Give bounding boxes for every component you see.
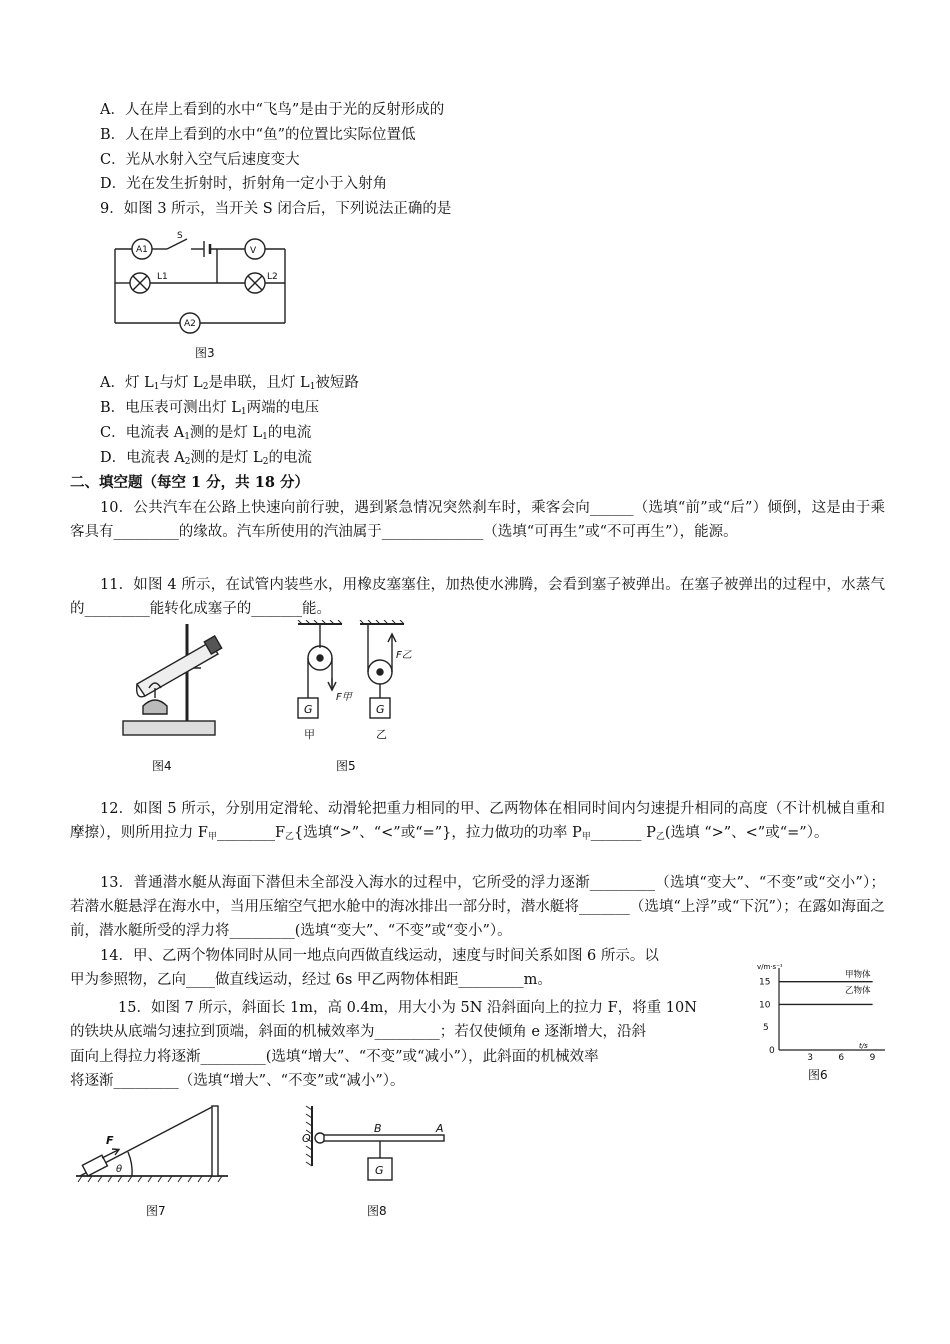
x-tick-3: 3 [807,1053,813,1062]
figure-7-incline [72,1102,232,1198]
fig5-weight-right: G [376,703,385,716]
figure-8-caption: 图8 [367,1204,387,1218]
q13-text: 13．普通潜水艇从海面下潜但未全部没入海水的过程中，它所受的浮力逐渐_________（选填“变大”、“不变”或“交小”）；若潜水艇悬浮在海水中，当用压缩空气把水舱中的海冰排出一部分时，潜水艇将_______（选填“上浮”或“下沉”）；在露如海面之前，潜水艇所受的浮力将_________(选填“变大”、“不变”或“变小”）。 [70,875,885,939]
q12-text: 12．如图 5 所示，分别用定滑轮、动滑轮把重力相同的甲、乙两物体在相同时间内匀速提升相同的高度（不计机械自重和摩擦），则所用拉力 $F_甲\_\_\_\_\_\_\_\_F_乙${选填“>”、“<”或“=”}，拉力做功的功率 $P_甲\_\_\_\_\_\_\_$ $P_乙$(选填 “>”、<”或“=”）。 [70,801,885,842]
q9-option-c: C．电流表 $A_1$测的是灯 $L_1$的电流 [100,425,312,442]
figure-5-caption: 图5 [336,759,356,773]
x-tick-6: 6 [838,1053,845,1062]
q15-line-2: 的铁块从底端匀速拉到顶端，斜面的机械效率为_________；若仅使倾角 e 逐渐增大，沿斜 [70,1024,647,1040]
y-tick-0: 0 [769,1046,775,1056]
figure-5-pulleys [290,620,420,746]
fig5-force-jia: F甲 [336,692,352,703]
lamp-l1-label: L1 [157,272,168,282]
figure-7-caption: 图7 [146,1204,166,1218]
q11-text: 11．如图 4 所示，在试管内装些水，用橡皮塞塞住，加热使水沸腾，会看到塞子被弹出。在塞子被弹出的过程中，水蒸气的_________能转化成塞子的_______能。 [70,577,885,617]
voltmeter-label: V [250,246,257,256]
ammeter-a2-label: A2 [184,319,196,329]
q10-text: 10．公共汽车在公路上快速向前行驶，遇到紧急情况突然刹车时，乘客会向______（选填“前”或“后”）倾倒，这是由于乘客具有_________的缘故。汽车所使用的汽油属于______________（选填“可再生”或“不可再生”），能源。 [70,500,885,540]
switch-label: S [177,231,183,241]
q8-option-c: C．光从水射入空气后速度变大 [100,152,300,168]
q8-option-d: D．光在发生折射时，折射角一定小于入射角 [100,176,388,192]
y-tick-10: 10 [759,1000,771,1011]
q15-line-3: 面向上得拉力将逐渐_________(选填“增大”、“不变”或“减小”），此斜面的机械效率 [70,1049,599,1065]
legend-jia: 甲物体 [845,970,871,980]
y-tick-5: 5 [763,1023,769,1034]
q9-option-a: A．灯 $L_1$与灯 $L_2$是串联，且灯 $L_1$被短路 [100,375,359,392]
figure-4-apparatus [115,618,225,748]
lamp-l2-label: L2 [267,272,278,282]
fig7-theta-label: θ [116,1164,123,1175]
q9-stem: 9．如图 3 所示，当开关 S 闭合后，下列说法正确的是 [100,201,452,217]
figure-6-chart [755,962,890,1066]
legend-yi: 乙物体 [845,986,871,996]
figure-3-caption: 图3 [195,346,215,360]
ammeter-a1-label: A1 [136,245,148,255]
figure-4-caption: 图4 [152,759,172,773]
fig8-label-o: O [302,1132,311,1145]
q15-line-4: 将逐渐_________（选填“增大”、“不变”或“减小”）。 [70,1073,405,1089]
figure-8-lever [298,1104,448,1200]
y-tick-15: 15 [759,977,771,988]
section-2-title: 二、填空题（每空 1 分，共 18 分） [70,474,309,491]
fig8-label-b: B [374,1122,382,1135]
q8-option-a: A．人在岸上看到的水中“飞鸟”是由于光的反射形成的 [100,102,445,118]
q15-line-1: 15．如图 7 所示，斜面长 1m，高 0.4m，用大小为 5N 沿斜面向上的拉力 F，将重 10N [118,1000,697,1016]
figure-3-circuit [105,225,295,341]
fig8-label-a: A [436,1122,444,1135]
fig5-label-jia: 甲 [304,728,315,741]
fig8-weight: G [375,1164,384,1177]
fig5-label-yi: 乙 [376,728,387,741]
fig5-force-yi: F乙 [396,650,412,661]
x-axis-label: t/s [859,1042,868,1050]
x-tick-9: 9 [869,1053,876,1062]
fig7-force-label: F [106,1134,114,1147]
q14-line-2: 甲为参照物，乙向____做直线运动，经过 6s 甲乙两物体相距_________m。 [70,972,552,988]
q9-option-d: D．电流表 $A_2$测的是灯 $L_2$的电流 [100,450,312,467]
q8-option-b: B．人在岸上看到的水中“鱼”的位置比实际位置低 [100,127,416,143]
fig5-weight-left: G [304,703,313,716]
q9-option-b: B．电压表可测出灯 $L_1$两端的电压 [100,400,320,417]
y-axis-label: v/m·s⁻¹ [757,963,783,971]
q14-line-1: 14．甲、乙两个物体同时从同一地点向西做直线运动，速度与时间关系如图 6 所示。以 [100,948,659,964]
figure-6-caption: 图6 [808,1068,828,1082]
